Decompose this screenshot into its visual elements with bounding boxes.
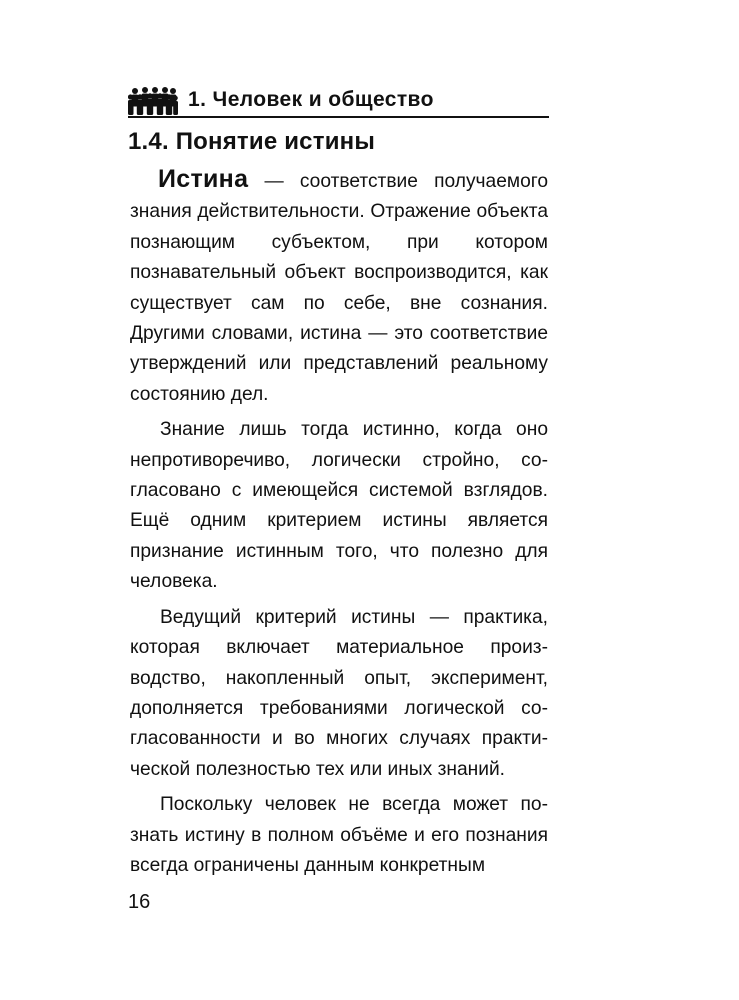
paragraph: Поскольку человек не всегда может познать истину в полном объёме и его познания всегда ограничены данным конкретным <box>130 794 548 876</box>
chapter-title: 1. Человек и общество <box>188 88 434 111</box>
paragraph-definition <box>130 167 548 410</box>
paragraph: Ведущий критерий истины — практика, которая включает материальное производство, накопленный опыт, эксперимент, дополняется требованиями логической согласованности и во многих случаях практической полезностью тех или иных знаний. <box>130 606 548 780</box>
people-group-icon <box>128 86 178 116</box>
section-title: 1.4. Понятие истины <box>128 128 376 155</box>
paragraph: Знание лишь тогда истинно, когда оно непротиворечиво, логически стройно, согласовано с имеющейся системой взглядов. Ещё одним критерием истины является признание истинным того, что полезно для человека. <box>130 419 548 593</box>
page-number: 16 <box>128 891 151 913</box>
body-text <box>130 167 548 886</box>
header-rule <box>128 116 549 118</box>
defined-term: Истина <box>158 165 249 193</box>
running-head <box>128 86 549 118</box>
definition-text: — соответствие получаемого знания действительности. Отражение объекта познающим субъектом, при котором познавательный объект воспроизводится, как существует сам по себе, вне сознания. Другими словами, истина — это соответствие утверждений или представлений реальному состоянию дел. <box>130 171 548 405</box>
